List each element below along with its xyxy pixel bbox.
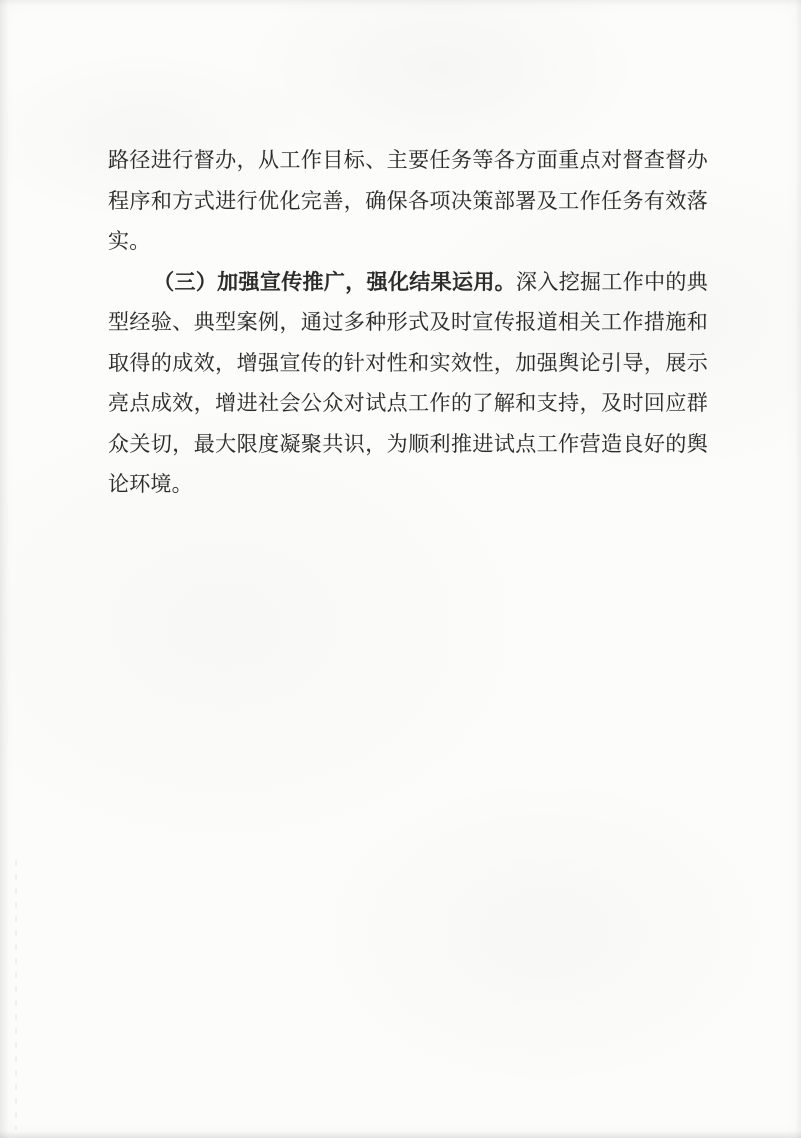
document-body-text xyxy=(108,140,708,505)
text-line xyxy=(108,262,708,303)
text-line: 程序和方式进行优化完善，确保各项决策部署及工作任务有效落 xyxy=(108,188,708,213)
text-line: 取得的成效，增强宣传的针对性和实效性，加强舆论引导，展示 xyxy=(108,350,708,375)
text-line: 实。 xyxy=(108,229,151,253)
text-span: 深入挖掘工作中的典 xyxy=(516,269,708,294)
text-line: 亮点成效，增进社会公众对试点工作的了解和支持，及时回应群 xyxy=(108,391,708,415)
text-line: 论环境。 xyxy=(108,472,193,496)
text-line: 型经验、典型案例，通过多种形式及时宣传报道相关工作措施和 xyxy=(108,310,708,334)
section-heading: （三）加强宣传推广，强化结果运用。 xyxy=(153,269,517,294)
text-line: 路径进行督办，从工作目标、主要任务等各方面重点对督查督办 xyxy=(108,148,708,172)
text-line: 众关切，最大限度凝聚共识，为顺利推进试点工作营造良好的舆 xyxy=(108,431,708,456)
